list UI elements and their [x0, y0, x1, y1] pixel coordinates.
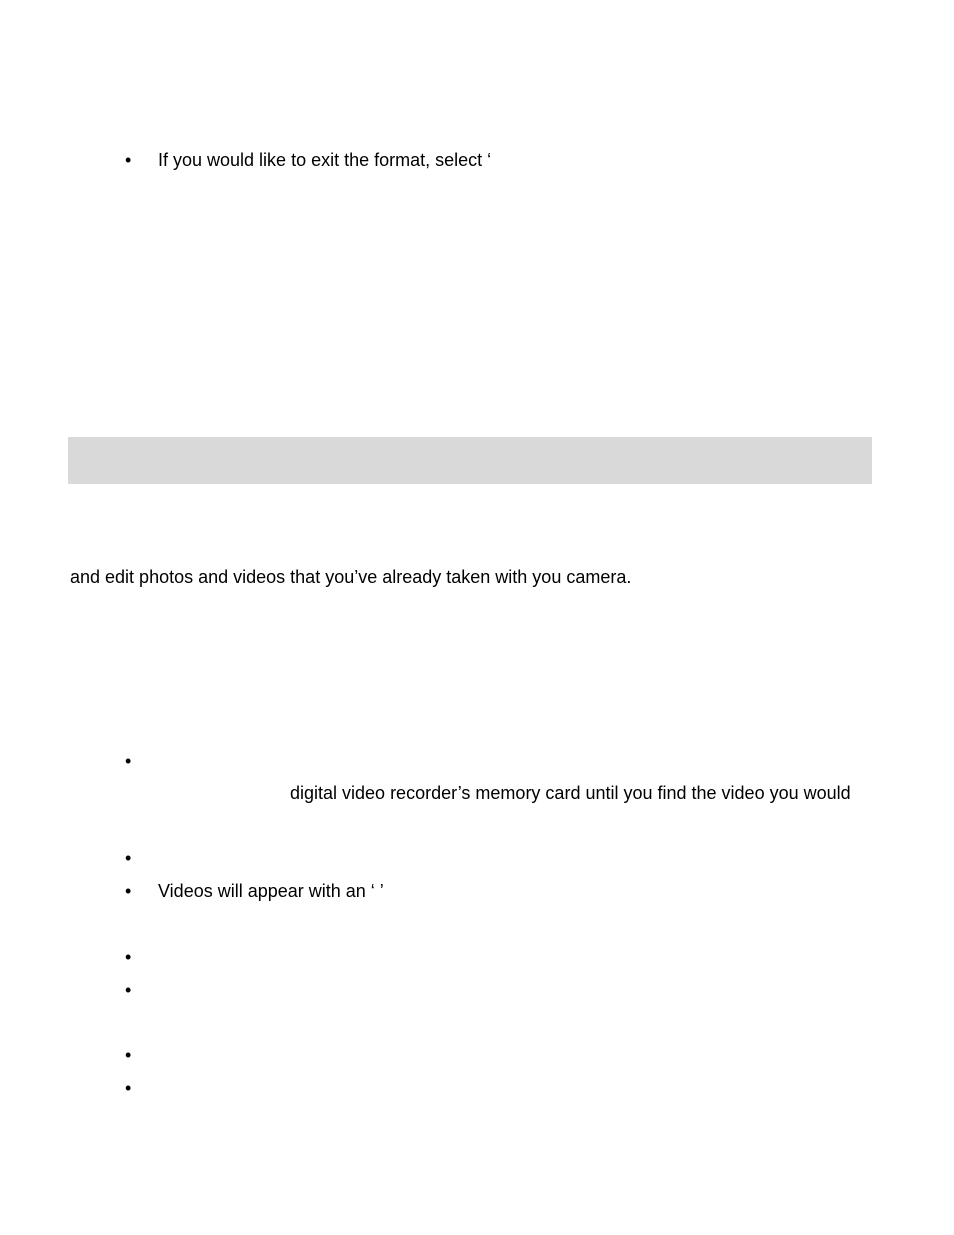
bullet-marker: • — [125, 751, 132, 771]
bullet-marker: • — [125, 980, 132, 1000]
memory-card-text: digital video recorder’s memory card until you find the video you would — [290, 783, 851, 803]
bullet-marker: • — [125, 947, 132, 967]
bullet-marker: • — [125, 150, 132, 170]
bullet-marker: • — [125, 1045, 132, 1065]
section-header-bar — [68, 437, 872, 484]
bullet-marker: • — [125, 848, 132, 868]
bullet-marker: • — [125, 881, 132, 901]
bullet-marker: • — [125, 1078, 132, 1098]
intro-paragraph-line: and edit photos and videos that you’ve already taken with you camera. — [70, 567, 632, 587]
videos-appear-text: Videos will appear with an ‘ ’ — [158, 881, 384, 901]
exit-format-text: If you would like to exit the format, select ‘ — [158, 150, 492, 170]
